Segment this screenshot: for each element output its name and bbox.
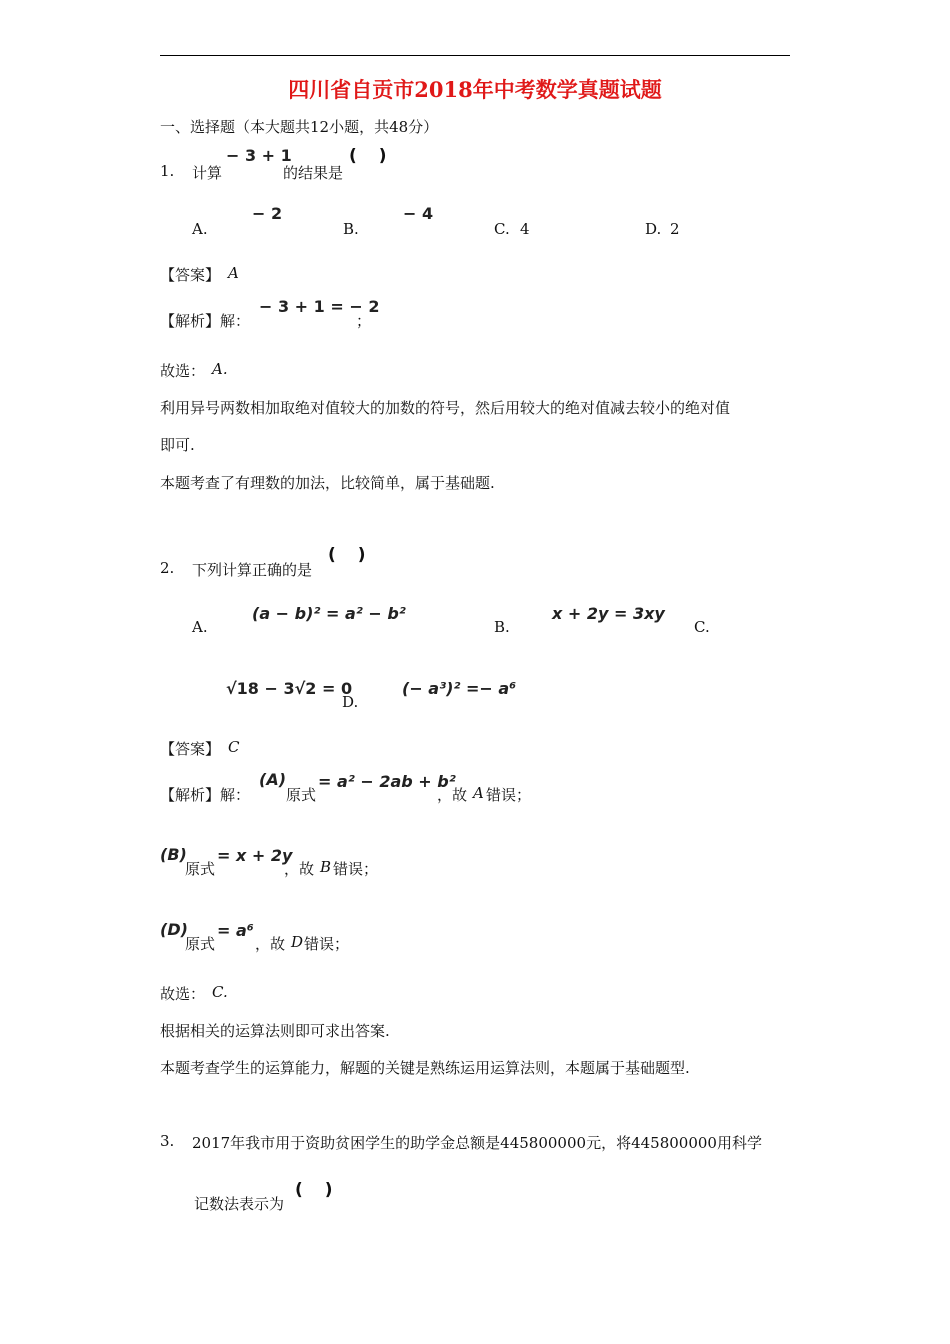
q1-answer-blank: ( ) — [349, 146, 395, 166]
q1-note-line3: 本题考查了有理数的加法，比较简单，属于基础题. — [160, 474, 495, 492]
q2-analysis-b-tag: (B) — [160, 845, 187, 864]
q2-analysis-b-expression: = x + 2y — [217, 846, 293, 865]
q1-analysis-end: ； — [356, 312, 372, 330]
q2-note-line2: 本题考查学生的运算能力，解题的关键是熟练运用运算法则，本题属于基础题型. — [160, 1059, 690, 1077]
q1-option-d-label: D. — [645, 220, 662, 238]
q2-option-c-expression: √18 − 3√2 = 0 — [226, 679, 353, 698]
q2-analysis-a-original: 原式 — [286, 786, 317, 804]
q2-option-d-expression: (− a³)² =− a⁶ — [402, 679, 517, 698]
q1-choose-label: 故选： — [160, 362, 206, 380]
page-title: 四川省自贡市2018年中考数学真题试题 — [288, 77, 662, 102]
q1-expression: − 3 + 1 — [226, 146, 292, 165]
q2-answer-label: 【答案】 — [160, 740, 221, 758]
q3-answer-blank: ( ) — [295, 1180, 341, 1200]
q1-answer-label: 【答案】 — [160, 266, 221, 284]
q2-choose-value: C. — [212, 983, 228, 1001]
q2-number: 2. — [160, 559, 175, 577]
q2-analysis-d-wrong: 错误； — [304, 935, 350, 953]
q1-analysis-expression: − 3 + 1 = − 2 — [259, 297, 380, 316]
q2-analysis-d-tail: ，故 — [255, 935, 286, 953]
q1-analysis-label: 【解析】解： — [160, 312, 251, 330]
q2-analysis-d-tag: (D) — [160, 920, 188, 939]
q2-answer-value: C — [228, 738, 240, 756]
q2-analysis-a-tag: (A) — [259, 770, 287, 789]
q1-option-b-label: B. — [343, 220, 359, 238]
q3-stem-line2: 记数法表示为 — [194, 1195, 285, 1213]
q2-option-b-label: B. — [494, 618, 510, 636]
q1-choose-value: A. — [212, 360, 228, 378]
top-rule — [160, 55, 790, 56]
q2-analysis-a-letter: A — [473, 784, 484, 802]
q2-option-a-expression: (a − b)² = a² − b² — [252, 604, 406, 623]
q3-number: 3. — [160, 1132, 175, 1150]
q1-note-line2: 即可. — [160, 436, 195, 454]
q2-analysis-d-letter: D — [291, 933, 304, 951]
q2-analysis-d-expression: = a⁶ — [217, 921, 254, 940]
q3-stem-line1: 2017年我市用于资助贫困学生的助学金总额是445800000元，将445800000用科学 — [192, 1134, 762, 1152]
q2-choose-label: 故选： — [160, 985, 206, 1003]
q2-answer-blank: ( ) — [328, 545, 374, 565]
q2-analysis-b-original: 原式 — [185, 860, 216, 878]
q2-analysis-b-wrong: 错误； — [333, 860, 379, 878]
q2-stem: 下列计算正确的是 — [192, 561, 313, 579]
q2-option-a-label: A. — [192, 618, 208, 636]
q1-answer-value: A — [228, 264, 239, 282]
q2-analysis-b-letter: B — [320, 858, 332, 876]
q2-analysis-label: 【解析】解： — [160, 786, 251, 804]
q1-stem-suffix: 的结果是 — [283, 164, 344, 182]
q1-option-b-value: − 4 — [403, 204, 434, 223]
q2-option-b-expression: x + 2y = 3xy — [552, 604, 665, 623]
section-heading: 一、选择题（本大题共12小题，共48分） — [160, 118, 439, 136]
q1-note-line1: 利用异号两数相加取绝对值较大的加数的符号，然后用较大的绝对值减去较小的绝对值 — [160, 399, 731, 417]
q1-stem-prefix: 计算 — [192, 164, 223, 182]
q2-analysis-a-expression: = a² − 2ab + b² — [318, 772, 456, 791]
q2-note-line1: 根据相关的运算法则即可求出答案. — [160, 1022, 390, 1040]
q2-analysis-a-tail: ，故 — [437, 786, 468, 804]
q1-option-c-label: C. — [494, 220, 510, 238]
q1-option-d-value: 2 — [670, 220, 680, 238]
q2-analysis-b-tail: ，故 — [284, 860, 315, 878]
q1-option-c-value: 4 — [520, 220, 530, 238]
q2-analysis-a-wrong: 错误； — [486, 786, 532, 804]
q1-number: 1. — [160, 162, 175, 180]
q1-option-a-label: A. — [192, 220, 208, 238]
q2-option-c-label: C. — [694, 618, 710, 636]
q2-option-d-label: D. — [342, 693, 359, 711]
q1-option-a-value: − 2 — [252, 204, 283, 223]
q2-analysis-d-original: 原式 — [185, 935, 216, 953]
